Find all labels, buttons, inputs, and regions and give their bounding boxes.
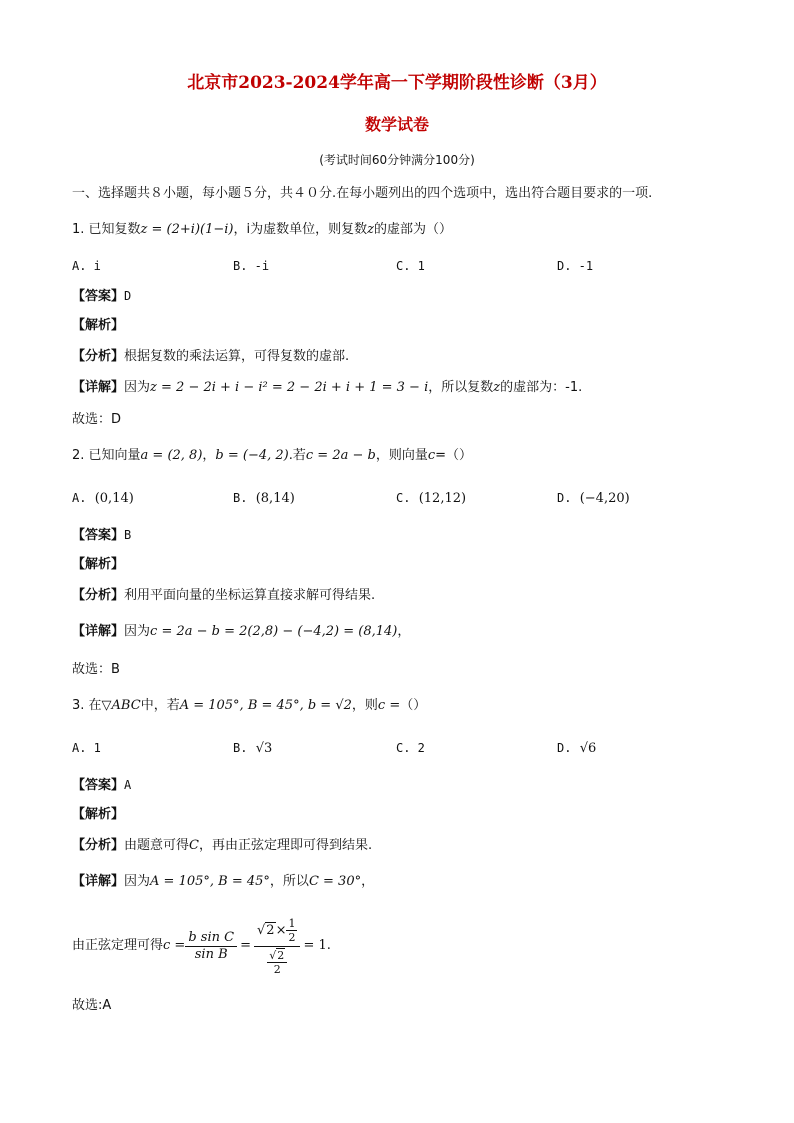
q1-answer	[72, 288, 131, 305]
exam-note: (考试时间60分钟满分100分)	[319, 153, 475, 167]
fenxi-label: 【分析】	[72, 588, 125, 603]
xiangjie-pre: 因为	[124, 624, 151, 639]
q3-option-b: B. √3	[233, 741, 273, 756]
q2-option-a: A. (0,14)	[72, 491, 134, 506]
question-2-stem: 2. 已知向量a = (2, 8)，b = (−4, 2).若c = 2a − b，则向量c=（）	[72, 448, 473, 463]
analysis-label: 【解析】	[72, 807, 125, 822]
xiangjie-label: 【详解】	[72, 624, 125, 639]
fenxi-post: ，再由正弦定理即可得到结果.	[198, 838, 373, 853]
q3-var: c =	[377, 698, 401, 713]
q3-expression: A = 105°, B = 45°, b = √2	[179, 698, 352, 713]
xiangjie-mid: ，所以复数	[428, 380, 494, 395]
xiangjie-mid: ，所以	[269, 874, 309, 889]
q3-choose: 故选:A	[72, 998, 112, 1013]
q2-suffix: =（）	[435, 448, 473, 463]
q3-option-c: C. 2	[396, 741, 425, 755]
q1-option-d: D. -1	[557, 259, 594, 273]
xiangjie-expression: c = 2a − b = 2(2,8) − (−4,2) = (8,14)	[150, 624, 398, 639]
answer-value: D	[124, 289, 132, 303]
q2-choose: 故选：B	[72, 662, 120, 677]
fraction-bsinc-over-sinb	[185, 930, 237, 963]
q2-vector-c: c = 2a − b	[305, 448, 376, 463]
xiangjie-expression: z = 2 − 2i + i − i² = 2 − 2i + i + 1 = 3 − i	[150, 380, 429, 395]
fenxi-pre: 由题意可得	[124, 838, 190, 853]
fenxi-text: 利用平面向量的坐标运算直接求解可得结果.	[124, 588, 376, 603]
fraction-numerator: √2× $\frac{1}{2}$	[254, 917, 300, 947]
q2-vector-a: a = (2, 8)	[140, 448, 203, 463]
q2-var: c	[427, 448, 436, 463]
xiangjie-expression-2: C = 30°	[308, 874, 362, 889]
q1-option-c: C. 1	[396, 259, 425, 273]
q3-option-a: A. 1	[72, 741, 101, 755]
q1-option-b: B. -i	[233, 259, 270, 273]
q3-mid2: ，则	[351, 698, 378, 713]
fraction-denominator	[254, 947, 300, 976]
q3-triangle: ▽ABC	[101, 698, 141, 713]
sine-rule-pre: 由正弦定理可得	[72, 938, 164, 953]
q2-answer	[72, 527, 131, 544]
section-instruction: 一、选择题共８小题，每小题５分，共４０分.在每小题列出的四个选项中，选出符合题目要求的一项.	[72, 186, 653, 201]
q3-prefix: 3. 在	[72, 698, 102, 713]
question-1-stem	[72, 222, 452, 238]
q2-mid2: ，则向量	[375, 448, 428, 463]
answer-value: B	[124, 528, 132, 542]
q1-fenxi	[72, 349, 349, 365]
fraction-numeric	[254, 917, 300, 976]
q1-option-a: A. i	[72, 259, 101, 273]
sine-rule-result: = 1.	[303, 938, 331, 953]
q3-sine-rule: 由正弦定理可得 c = $\frac{\text{b sin C}}{\text{sin B}}$ = √2× $\frac{1}{2}$ $\frac{√2}{2}$ = 1.	[72, 916, 331, 976]
question-3-stem	[72, 698, 426, 714]
xiangjie-post: ，	[397, 624, 411, 639]
xiangjie-post: 的虚部为：-1.	[500, 380, 583, 395]
xiangjie-post: ，	[361, 874, 375, 889]
q2-fenxi	[72, 588, 375, 604]
q1-xiangjie	[72, 380, 582, 396]
half-fraction: $\frac{1}{2}$	[288, 916, 296, 944]
q1-mid: ，i为虚数单位，则复数	[233, 222, 368, 237]
q2-option-d: D. (−4,20)	[557, 491, 630, 506]
sine-rule-c: c =	[163, 938, 186, 953]
answer-label: 【答案】	[72, 778, 125, 793]
answer-label: 【答案】	[72, 289, 125, 304]
document-title: 北京市2023-2024学年高一下学期阶段性诊断（3月）	[187, 73, 607, 93]
q1-suffix: 的虚部为（）	[373, 222, 452, 237]
q2-mid: .若	[288, 448, 306, 463]
xiangjie-label: 【详解】	[72, 874, 125, 889]
q3-fenxi	[72, 838, 372, 854]
q3-xiangjie	[72, 874, 374, 890]
q1-var: z	[367, 222, 374, 237]
analysis-label: 【解析】	[72, 557, 125, 572]
answer-label: 【答案】	[72, 528, 125, 543]
q1-choose: 故选：D	[72, 412, 122, 427]
fenxi-label: 【分析】	[72, 838, 125, 853]
q2-vector-b: b = (−4, 2)	[215, 448, 289, 463]
q1-prefix: 1. 已知复数	[72, 222, 141, 237]
xiangjie-expression: A = 105°, B = 45°	[150, 874, 270, 889]
answer-value: A	[124, 778, 132, 792]
fenxi-text: 根据复数的乘法运算，可得复数的虚部.	[124, 349, 350, 364]
fenxi-label: 【分析】	[72, 349, 125, 364]
q3-option-d: D. √6	[557, 741, 597, 756]
fraction-denominator: sin B	[194, 946, 228, 962]
fenxi-var: C	[189, 838, 199, 853]
q2-prefix: 2. 已知向量	[72, 448, 141, 463]
xiangjie-var: z	[493, 380, 501, 395]
q3-suffix: （）	[400, 698, 427, 713]
q3-mid: 中，若	[140, 698, 180, 713]
analysis-label: 【解析】	[72, 318, 125, 333]
xiangjie-pre: 因为	[124, 874, 151, 889]
q2-xiangjie	[72, 624, 410, 640]
q2-option-c: C. (12,12)	[396, 491, 467, 506]
q2-option-b: B. (8,14)	[233, 491, 295, 506]
xiangjie-label: 【详解】	[72, 380, 125, 395]
fraction-numerator: b sin C	[185, 930, 237, 947]
root2-over-2: $\frac{√2}{2}$	[267, 949, 287, 976]
document-subtitle: 数学试卷	[364, 115, 429, 134]
xiangjie-pre: 因为	[124, 380, 151, 395]
q3-answer	[72, 777, 131, 794]
q1-expression: z = (2+i)(1−i)	[140, 222, 234, 237]
